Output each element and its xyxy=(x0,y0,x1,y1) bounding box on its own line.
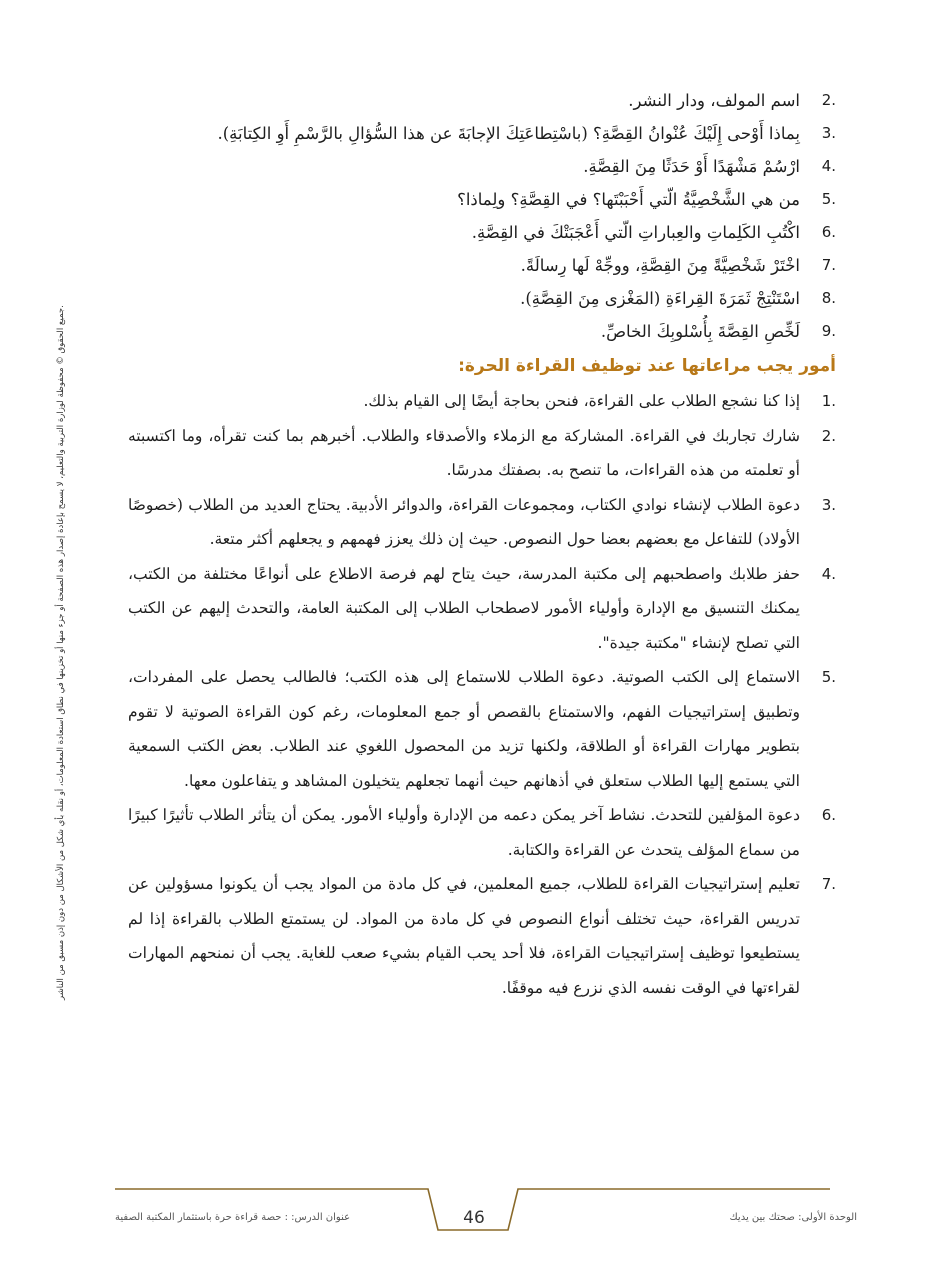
list-item xyxy=(128,557,836,661)
list-item xyxy=(128,183,836,216)
item-number: 7. xyxy=(821,256,836,274)
item-number: 2. xyxy=(821,426,836,445)
copyright-text: جميع الحقوق © محفوظة لوزارة التربية والتعليم، لا يسمح بإعادة إصدار هذه الصفحة أو جزء منها أو تخزينها في نطاق استعادة المعلومات، أو نقله بأي شكل من الأشكال من دون إذن مسبق من الناشر. xyxy=(56,305,66,1000)
list-item xyxy=(128,249,836,282)
list-item xyxy=(128,798,836,867)
item-text: اسم المولف، ودار النشر. xyxy=(628,91,800,110)
list-item xyxy=(128,84,836,117)
questions-list xyxy=(128,84,836,348)
list-item xyxy=(128,660,836,798)
list-item xyxy=(128,867,836,1005)
item-text: شارك تجاربك في القراءة. المشاركة مع الزملاء والأصدقاء والطلاب. أخبرهم بما كنت تقرأه، وما اكتسبته أو تعلمته من هذه القراءات، ما تنصح به. بصفتك مدرسًا. xyxy=(128,426,800,479)
list-item xyxy=(128,488,836,557)
item-text: حفز طلابك واصطحبهم إلى مكتبة المدرسة، حيث يتاح لهم فرصة الاطلاع على أنواعًا مختلفة من الكتب، يمكنك التنسيق مع الإدارة وأولياء الأمور لاصطحاب الطلاب إلى المكتبة العامة، والتحدث إليهم عن الكتب التي تصلح لإنشاء "مكتبة جيدة". xyxy=(128,564,800,652)
list-item xyxy=(128,117,836,150)
item-number: 6. xyxy=(821,223,836,241)
item-text: دعوة الطلاب لإنشاء نوادي الكتاب، ومجموعات القراءة، والدوائر الأدبية. يحتاج العديد من الطلاب (خصوصًا الأولاد) للتفاعل مع بعضهم بعضا حول النصوص. حيث إن ذلك يعزز فهمهم و يجعلهم أكثر متعة. xyxy=(128,495,800,548)
item-number: 9. xyxy=(821,322,836,340)
item-number: 4. xyxy=(821,157,836,175)
item-number: 5. xyxy=(821,190,836,208)
list-item xyxy=(128,315,836,348)
section-heading: أمور يجب مراعاتها عند توظيف القراءة الحرة: xyxy=(458,356,836,376)
list-item xyxy=(128,150,836,183)
item-text: اسْتَنْتِجْ ثَمَرَةَ القِراءَةِ (المَغْزى مِنَ القِصَّةِ). xyxy=(520,289,800,308)
item-number: 3. xyxy=(821,495,836,514)
item-number: 7. xyxy=(821,875,836,893)
list-item xyxy=(128,419,836,488)
item-text: دعوة المؤلفين للتحدث. نشاط آخر يمكن دعمه من الإدارة وأولياء الأمور. يمكن أن يتأثر الطلاب تأثيرًا كبيرًا من سماع المؤلف يتحدث عن القراءة والكتابة. xyxy=(128,806,800,859)
item-number: 2. xyxy=(821,91,836,109)
page-content xyxy=(128,84,836,1005)
item-text: إذا كنا نشجع الطلاب على القراءة، فنحن بحاجة أيضًا إلى القيام بذلك. xyxy=(363,392,800,410)
tips-list xyxy=(128,384,836,1005)
list-item xyxy=(128,216,836,249)
item-text: من هي الشَّخْصِيَّةُ الّتي أَحْبَبْتَها؟ في القِصَّةِ؟ ولِماذا؟ xyxy=(457,190,800,209)
item-number: 8. xyxy=(821,289,836,307)
item-text: ارْسُمْ مَشْهَدًا أَوْ حَدَثًا مِنَ القِصَّةِ. xyxy=(583,157,800,176)
list-item xyxy=(128,384,836,419)
item-text: الاستماع إلى الكتب الصوتية. دعوة الطلاب للاستماع إلى هذه الكتب؛ فالطالب يحصل على المفردات، وتطبيق إستراتيجيات الفهم، والاستمتاع بالقصص أو جمع المعلومات، رغم كون القراءة الصوتية لا تقوم بتطوير مهارات القراءة أو الطلاقة، ولكنها تزيد من المحصول اللغوي عند الطلاب. بعض الكتب السمعية التي يستمع إليها الطلاب ستعلق في أذهانهم حيث أنهما تجعلهم يتخيلون المشاهد و يتفاعلون معها. xyxy=(128,668,800,790)
item-text: لَخِّصِ القِصَّةَ بِأُسْلوبِكَ الخاصِّ. xyxy=(600,322,800,341)
list-item xyxy=(128,282,836,315)
item-text: اكْتُبِ الكَلِماتِ والعِباراتِ الّتي أَعْجَبَتْكَ في القِصَّةِ. xyxy=(471,223,800,242)
footer-unit-title: الوحدة الأولى: صحتك بين يديك xyxy=(729,1212,857,1223)
item-number: 5. xyxy=(821,668,836,686)
item-number: 3. xyxy=(821,124,836,142)
item-number: 4. xyxy=(821,564,836,583)
footer-lesson-title: عنوان الدرس: : حصة قراءة حرة باستثمار المكتبة الصفية xyxy=(115,1212,351,1223)
item-text: اخْتَرْ شَخْصِيَّةً مِنَ القِصَّةِ، ووجِّهْ لَها رِسالَةً. xyxy=(520,256,800,275)
page-number: 46 xyxy=(463,1208,485,1228)
item-text: تعليم إستراتيجيات القراءة للطلاب، جميع المعلمين، في كل مادة من المواد يجب أن يكونوا مسؤولين عن تدريس القراءة، حيث تختلف أنواع النصوص في كل مادة من المواد. لن يستمتع الطلاب بالقراءة إذا لم يستطيعوا توظيف إستراتيجيات القراءة، فلا أحد يحب القيام بشيء صعب للغاية. يجب أن نمنحهم المهارات لقراءتها في الوقت نفسه الذي نزرع فيه موقفًا. xyxy=(128,875,800,997)
item-text: بِماذا أَوْحى إِلَيْكَ عُنْوانُ القِصَّةِ؟ (باسْتِطاعَتِكَ الإجابَةَ عن هذا السُّؤالِ بالرَّسْمِ أَوِ الكِتابَةِ). xyxy=(217,124,800,143)
item-number: 1. xyxy=(821,392,836,410)
item-number: 6. xyxy=(821,806,836,824)
